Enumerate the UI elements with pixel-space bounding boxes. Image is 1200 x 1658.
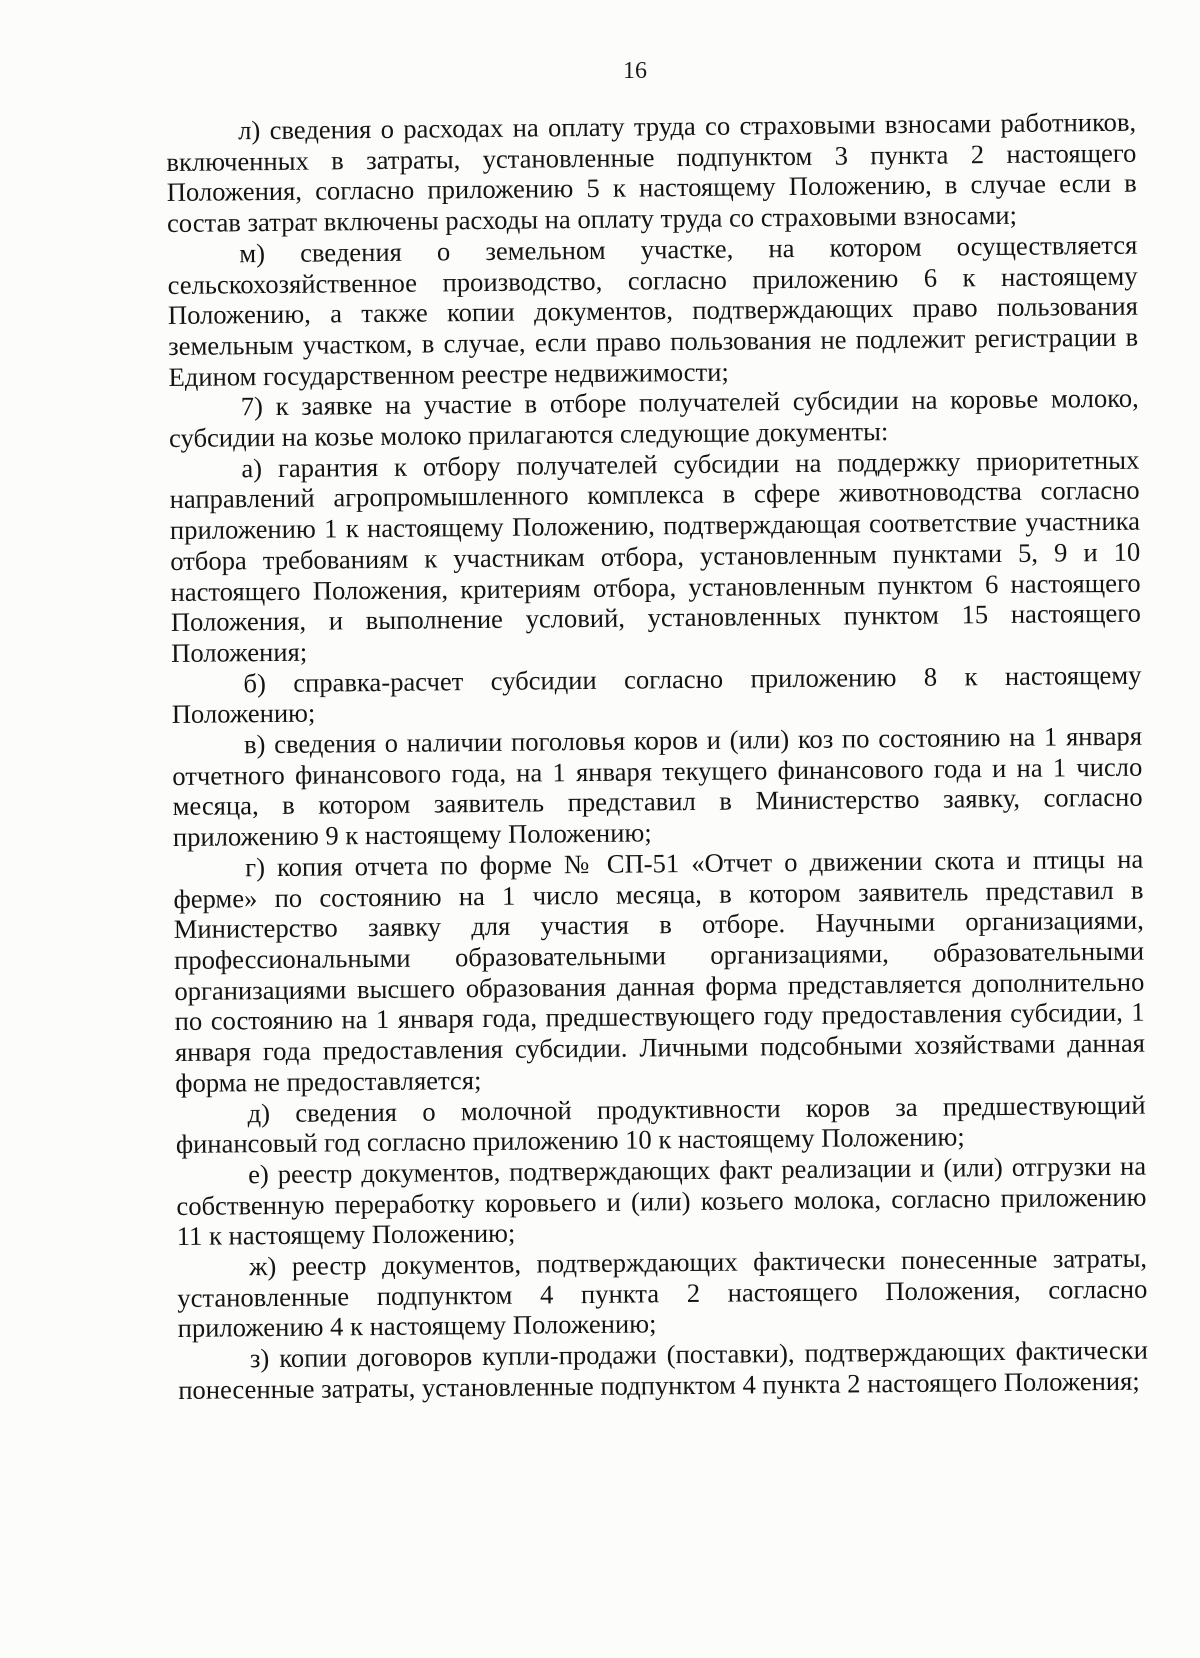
paragraph-m: м) сведения о земельном участке, на котором осуществляется сельскохозяйственное производство, согласно приложению 6 к настоящему Положению, а также копии документов, подтверждающих право пользования земельным участком, в случае, если право пользования не подлежит регистрации в Едином государственном реестре недвижимости;	[167, 229, 1139, 392]
paragraph-v: в) сведения о наличии поголовья коров и (или) коз по состоянию на 1 января отчетного финансового года, на 1 января текущего финансового года и на 1 число месяца, в котором заявитель представил в Министерство заявку, согласно приложению 9 к настоящему Положению;	[172, 720, 1143, 853]
paragraph-l: л) сведения о расходах на оплату труда со страховыми взносами работников, включенных в затраты, установленные подпунктом 3 пункта 2 настоящего Положения, согласно приложению 5 к настоящему Положению, в случае если в состав затрат включены расходы на оплату труда со страховыми взносами;	[166, 106, 1137, 239]
paragraph-z: з) копии договоров купли-продажи (поставки), подтверждающих фактически понесенные затраты, установленные подпунктом 4 пункта 2 настоящего Положения;	[178, 1334, 1149, 1405]
paragraph-d: д) сведения о молочной продуктивности коров за предшествующий финансовый год согласно приложению 10 к настоящему Положению;	[175, 1089, 1146, 1160]
paragraph-7: 7) к заявке на участие в отборе получателей субсидии на коровье молоко, субсидии на козье молоко прилагаются следующие документы:	[168, 383, 1139, 454]
document-body	[166, 107, 1148, 1406]
paragraph-a: а) гарантия к отбору получателей субсидии на поддержку приоритетных направлений агропромышленного комплекса в сфере животноводства согласно приложению 1 к настоящему Положению, подтверждающая соответствие участника отбора требованиям к участникам отбора, установленным пунктами 5, 9 и 10 настоящего Положения, критериям отбора, установленным пунктом 6 настоящего Положения, и выполнение условий, установленных пунктом 15 настоящего Положения;	[169, 444, 1141, 668]
paragraph-b: б) справка-расчет субсидии согласно приложению 8 к настоящему Положению;	[171, 659, 1142, 730]
page-number: 16	[623, 58, 647, 84]
paragraph-g: г) копия отчета по форме № СП-51 «Отчет о движении скота и птицы на ферме» по состоянию на 1 число месяца, в котором заявитель представил в Министерство заявку для участия в отборе. Научными организациями, профессиональными образовательными организациями, образовательными организациями высшего образования данная форма представляется дополнительно по состоянию на 1 января года, предшествующего году предоставления субсидии, 1 января года предоставления субсидии. Личными подсобными хозяйствами данная форма не предоставляется;	[173, 843, 1146, 1098]
paragraph-zh: ж) реестр документов, подтверждающих фактически понесенные затраты, установленные подпунктом 4 пункта 2 настоящего Положения, согласно приложению 4 к настоящему Положению;	[177, 1242, 1148, 1344]
paragraph-e: е) реестр документов, подтверждающих факт реализации и (или) отгрузки на собственную переработку коровьего и (или) козьего молока, согласно приложению 11 к настоящему Положению;	[176, 1150, 1147, 1252]
